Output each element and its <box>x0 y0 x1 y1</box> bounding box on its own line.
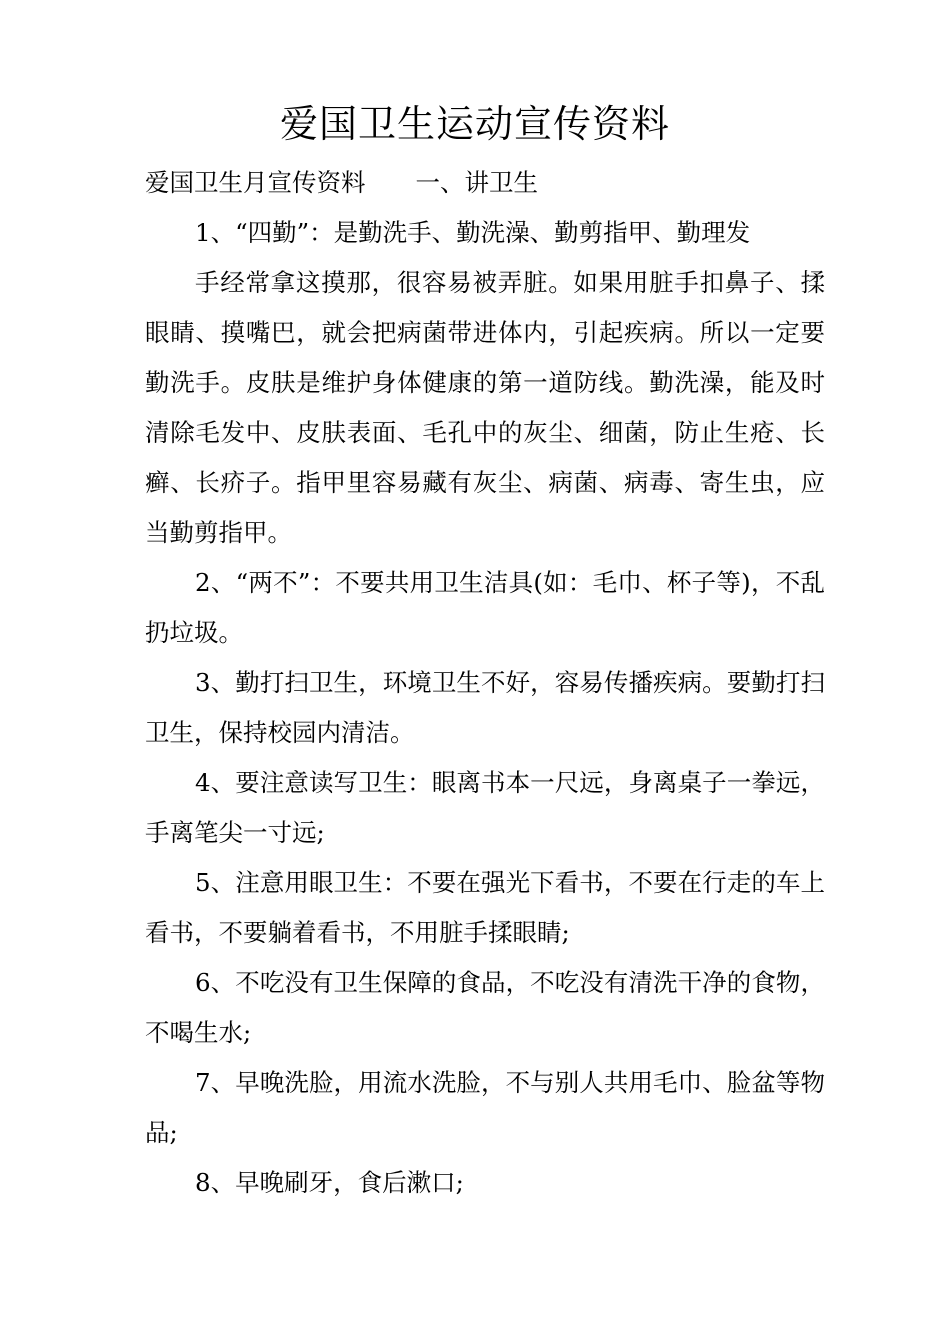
paragraph-eye-hygiene: 5、注意用眼卫生：不要在强光下看书，不要在行走的车上看书，不要躺着看书，不用脏手揉眼睛; <box>145 868 825 947</box>
subtitle-line <box>145 158 825 208</box>
paragraph-cleaning: 3、勤打扫卫生，环境卫生不好，容易传播疾病。要勤打扫卫生，保持校园内清洁。 <box>145 668 825 747</box>
paragraph-reading-writing: 4、要注意读写卫生：眼离书本一尺远，身离桌子一拳远，手离笔尖一寸远; <box>145 768 825 847</box>
paragraph-hand-hygiene: 手经常拿这摸那，很容易被弄脏。如果用脏手扣鼻子、揉眼睛、摸嘴巴，就会把病菌带进体内，引起疾病。所以一定要勤洗手。皮肤是维护身体健康的第一道防线。勤洗澡，能及时清除毛发中、皮肤表面、毛孔中的灰尘、细菌，防止生疮、长癣、长疥子。指甲里容易藏有灰尘、病菌、病毒、寄生虫，应当勤剪指甲。 <box>145 268 825 547</box>
document-body <box>145 158 825 1208</box>
subtitle-left: 爱国卫生月宣传资料 <box>145 168 366 197</box>
paragraph-four-diligences: 1、“四勤”：是勤洗手、勤洗澡、勤剪指甲、勤理发 <box>195 218 751 247</box>
paragraph-tooth-brushing: 8、早晚刷牙，食后漱口; <box>195 1168 464 1197</box>
paragraph-two-nots: 2、“两不”：不要共用卫生洁具(如：毛巾、杯子等)，不乱扔垃圾。 <box>145 568 825 647</box>
paragraph-face-washing: 7、早晚洗脸，用流水洗脸，不与别人共用毛巾、脸盆等物品; <box>145 1068 825 1147</box>
section-heading: 一、讲卫生 <box>415 168 538 197</box>
paragraph-food-safety: 6、不吃没有卫生保障的食品，不吃没有清洗干净的食物，不喝生水; <box>145 968 825 1047</box>
document-title: 爱国卫生运动宣传资料 <box>279 102 670 146</box>
